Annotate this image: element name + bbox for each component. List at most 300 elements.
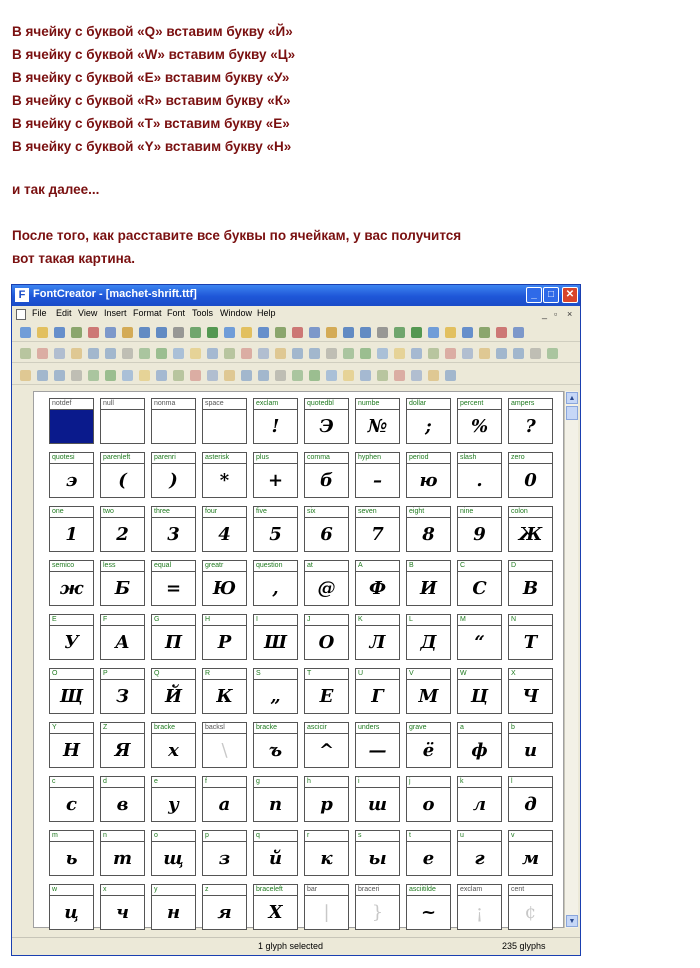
toolbar-undo-icon[interactable] — [343, 327, 354, 338]
toolbar-check-icon[interactable] — [411, 327, 422, 338]
glyph-cell[interactable] — [151, 884, 196, 930]
glyph-cell[interactable] — [151, 452, 196, 498]
toolbar-copy-icon[interactable] — [105, 327, 116, 338]
glyph-cell[interactable] — [253, 614, 298, 660]
menu-font[interactable]: Font — [167, 308, 186, 318]
toolbar-copy-icon[interactable] — [71, 370, 82, 381]
glyph-label: dollar — [407, 399, 450, 410]
toolbar-open-icon[interactable] — [20, 348, 31, 359]
toolbar-open-icon[interactable] — [37, 327, 48, 338]
toolbar-preview-icon[interactable] — [377, 348, 388, 359]
toolbar-check-icon[interactable] — [207, 327, 218, 338]
maximize-button[interactable]: □ — [543, 287, 559, 303]
glyph-cell[interactable] — [151, 560, 196, 606]
toolbar-cut-icon[interactable] — [292, 327, 303, 338]
glyph-label: three — [152, 507, 195, 518]
glyph-cell[interactable] — [457, 722, 502, 768]
glyph-cell[interactable] — [406, 398, 451, 444]
toolbar-redo-icon[interactable] — [343, 348, 354, 359]
toolbar-save-icon[interactable] — [462, 327, 473, 338]
glyph-preview: з — [218, 848, 231, 869]
toolbar-print-icon[interactable] — [71, 327, 82, 338]
glyph-preview: * — [219, 470, 230, 491]
scroll-thumb[interactable] — [566, 406, 578, 420]
glyph-preview: Ш — [264, 632, 287, 653]
glyph-label: U — [356, 669, 399, 680]
glyph-label: p — [203, 831, 246, 842]
toolbar-print-icon[interactable] — [258, 348, 269, 359]
menu-bar — [12, 306, 580, 323]
toolbar-copy-icon[interactable] — [513, 327, 524, 338]
glyph-label: quotedbl — [305, 399, 348, 410]
glyph-label: cent — [509, 885, 552, 896]
glyph-cell[interactable] — [253, 560, 298, 606]
glyph-cell[interactable] — [457, 506, 502, 552]
toolbar-redo-icon[interactable] — [122, 370, 133, 381]
glyph-cell[interactable] — [202, 614, 247, 660]
glyph-cell[interactable] — [457, 614, 502, 660]
toolbar-open-icon[interactable] — [428, 348, 439, 359]
glyph-cell[interactable] — [355, 830, 400, 876]
toolbar-paste-icon[interactable] — [309, 348, 320, 359]
glyph-cell[interactable] — [100, 560, 145, 606]
glyph-preview — [203, 410, 246, 443]
glyph-cell[interactable] — [202, 506, 247, 552]
glyph-preview: Г — [371, 686, 384, 707]
glyph-cell[interactable] — [151, 398, 196, 444]
toolbar-settings-icon[interactable] — [173, 327, 184, 338]
menu-window[interactable]: Window — [220, 308, 253, 318]
glyph-cell[interactable] — [100, 614, 145, 660]
toolbar-cut-icon[interactable] — [258, 370, 269, 381]
glyph-label: semico — [50, 561, 93, 572]
glyph-label: bracke — [254, 723, 297, 734]
glyph-label: braceleft — [254, 885, 297, 896]
toolbar-open-icon[interactable] — [241, 327, 252, 338]
toolbar-save-icon[interactable] — [224, 370, 235, 381]
glyph-cell[interactable] — [202, 668, 247, 714]
glyph-cell[interactable] — [49, 398, 94, 444]
toolbar-save-icon[interactable] — [241, 348, 252, 359]
glyph-cell[interactable] — [508, 668, 553, 714]
toolbar-paste-icon[interactable] — [105, 348, 116, 359]
glyph-label: Q — [152, 669, 195, 680]
glyph-cell[interactable] — [253, 398, 298, 444]
toolbar-save-icon[interactable] — [445, 348, 456, 359]
glyph-cell[interactable] — [151, 722, 196, 768]
glyph-cell[interactable] — [355, 776, 400, 822]
toolbar-print-icon[interactable] — [479, 327, 490, 338]
glyph-preview — [101, 410, 144, 443]
glyph-preview: 3 — [167, 524, 180, 545]
vertical-scrollbar[interactable] — [564, 391, 578, 928]
glyph-label: plus — [254, 453, 297, 464]
toolbar-cut-icon[interactable] — [71, 348, 82, 359]
glyph-cell[interactable] — [100, 722, 145, 768]
glyph-cell[interactable] — [355, 614, 400, 660]
toolbar-redo-icon[interactable] — [326, 370, 337, 381]
toolbar-open-icon[interactable] — [207, 370, 218, 381]
toolbar-open-icon[interactable] — [224, 348, 235, 359]
glyph-preview: ы — [368, 848, 387, 869]
glyph-cell[interactable] — [100, 452, 145, 498]
glyph-label: nine — [458, 507, 501, 518]
glyph-label: backsl — [203, 723, 246, 734]
glyph-cell[interactable] — [253, 668, 298, 714]
glyph-cell[interactable] — [508, 884, 553, 930]
glyph-cell[interactable] — [202, 830, 247, 876]
glyph-cell[interactable] — [406, 452, 451, 498]
glyph-preview: ц — [64, 902, 79, 923]
toolbar-print-icon[interactable] — [54, 348, 65, 359]
title-bar[interactable] — [12, 285, 580, 306]
toolbar-paste-icon[interactable] — [513, 348, 524, 359]
glyph-cell[interactable] — [304, 614, 349, 660]
toolbar-paste-icon[interactable] — [292, 370, 303, 381]
toolbar-print-icon[interactable] — [275, 327, 286, 338]
toolbar-preview-icon[interactable] — [394, 327, 405, 338]
glyph-cell[interactable] — [355, 668, 400, 714]
glyph-preview: 4 — [218, 524, 231, 545]
toolbar-undo-icon[interactable] — [105, 370, 116, 381]
glyph-cell[interactable] — [49, 722, 94, 768]
glyph-cell[interactable] — [508, 830, 553, 876]
glyph-preview: у — [168, 794, 179, 815]
glyph-cell[interactable] — [508, 452, 553, 498]
toolbar-redo-icon[interactable] — [360, 327, 371, 338]
glyph-cell[interactable] — [100, 884, 145, 930]
glyph-cell[interactable] — [49, 614, 94, 660]
glyph-label: i — [356, 777, 399, 788]
glyph-label: O — [50, 669, 93, 680]
glyph-cell[interactable] — [202, 452, 247, 498]
drawing-toolbar — [12, 346, 580, 363]
toolbar-copy-icon[interactable] — [309, 327, 320, 338]
glyph-cell[interactable] — [457, 884, 502, 930]
glyph-cell[interactable] — [49, 884, 94, 930]
glyph-cell[interactable] — [355, 452, 400, 498]
glyph-label: v — [509, 831, 552, 842]
toolbar-print-icon[interactable] — [445, 370, 456, 381]
glyph-label: r — [305, 831, 348, 842]
glyph-preview: о — [422, 794, 435, 815]
glyph-cell[interactable] — [406, 830, 451, 876]
glyph-cell[interactable] — [355, 560, 400, 606]
glyph-cell[interactable] — [355, 722, 400, 768]
glyph-preview: 0 — [524, 470, 537, 491]
glyph-preview: Р — [217, 632, 232, 653]
toolbar-copy-icon[interactable] — [292, 348, 303, 359]
toolbar-new-icon[interactable] — [20, 327, 31, 338]
glyph-label: seven — [356, 507, 399, 518]
glyph-label: G — [152, 615, 195, 626]
glyph-cell[interactable] — [202, 398, 247, 444]
glyph-label: slash — [458, 453, 501, 464]
glyph-label: null — [101, 399, 144, 410]
toolbar-new-icon[interactable] — [394, 370, 405, 381]
glyph-cell[interactable] — [406, 668, 451, 714]
glyph-cell[interactable] — [100, 398, 145, 444]
toolbar-print-icon[interactable] — [462, 348, 473, 359]
toolbar-undo-icon[interactable] — [139, 327, 150, 338]
glyph-preview: ~ — [420, 902, 437, 923]
minimize-button[interactable]: _ — [526, 287, 542, 303]
glyph-preview: х — [168, 740, 179, 761]
status-glyph-count: 235 glyphs — [502, 941, 546, 951]
glyph-cell[interactable] — [151, 614, 196, 660]
glyph-label: e — [152, 777, 195, 788]
glyph-label: x — [101, 885, 144, 896]
glyph-cell[interactable] — [100, 776, 145, 822]
glyph-cell[interactable] — [304, 776, 349, 822]
glyph-cell[interactable] — [304, 830, 349, 876]
glyph-label: P — [101, 669, 144, 680]
glyph-cell[interactable] — [355, 398, 400, 444]
menu-help[interactable]: Help — [257, 308, 276, 318]
glyph-cell[interactable] — [151, 506, 196, 552]
glyph-cell[interactable] — [49, 776, 94, 822]
glyph-cell[interactable] — [253, 452, 298, 498]
glyph-label: k — [458, 777, 501, 788]
continuation-text: и так далее... — [12, 182, 100, 197]
glyph-label: l — [509, 777, 552, 788]
glyph-cell[interactable] — [355, 506, 400, 552]
glyph-cell[interactable] — [49, 452, 94, 498]
toolbar-copy-icon[interactable] — [275, 370, 286, 381]
toolbar-undo-icon[interactable] — [530, 348, 541, 359]
glyph-cell[interactable] — [457, 560, 502, 606]
glyph-preview: — — [368, 740, 387, 761]
glyph-label: m — [50, 831, 93, 842]
mdi-close-button[interactable]: × — [567, 309, 573, 319]
glyph-cell[interactable] — [406, 776, 451, 822]
glyph-label: parenleft — [101, 453, 144, 464]
glyph-cell[interactable] — [355, 884, 400, 930]
glyph-label: J — [305, 615, 348, 626]
toolbar-save-icon[interactable] — [54, 327, 65, 338]
toolbar-undo-icon[interactable] — [309, 370, 320, 381]
glyph-label: zero — [509, 453, 552, 464]
toolbar-settings-icon[interactable] — [377, 327, 388, 338]
glyph-cell[interactable] — [457, 398, 502, 444]
glyph-cell[interactable] — [253, 884, 298, 930]
menu-view[interactable]: View — [78, 308, 98, 318]
glyph-cell[interactable] — [406, 722, 451, 768]
glyph-cell[interactable] — [406, 614, 451, 660]
toolbar-copy-icon[interactable] — [496, 348, 507, 359]
toolbar-save-icon[interactable] — [258, 327, 269, 338]
glyph-label: b — [509, 723, 552, 734]
toolbar-cut-icon[interactable] — [275, 348, 286, 359]
toolbar-save-icon[interactable] — [37, 348, 48, 359]
toolbar-save-icon[interactable] — [20, 370, 31, 381]
glyph-cell[interactable] — [304, 452, 349, 498]
glyph-cell[interactable] — [457, 776, 502, 822]
glyph-cell[interactable] — [508, 506, 553, 552]
toolbar-settings-icon[interactable] — [156, 348, 167, 359]
glyph-cell[interactable] — [49, 506, 94, 552]
glyph-label: ascicir — [305, 723, 348, 734]
toolbar-open-icon[interactable] — [445, 327, 456, 338]
mdi-minimize-button[interactable]: _ — [542, 309, 548, 319]
glyph-cell[interactable] — [100, 668, 145, 714]
close-button[interactable]: ✕ — [562, 287, 578, 303]
toolbar-open-icon[interactable] — [411, 370, 422, 381]
toolbar-settings-icon[interactable] — [343, 370, 354, 381]
glyph-label: exclam — [458, 885, 501, 896]
toolbar-paste-icon[interactable] — [122, 327, 133, 338]
format-toolbar — [12, 368, 580, 385]
glyph-cell[interactable] — [49, 668, 94, 714]
menu-file[interactable]: File — [32, 308, 47, 318]
glyph-label: u — [458, 831, 501, 842]
glyph-cell[interactable] — [151, 830, 196, 876]
glyph-cell[interactable] — [202, 776, 247, 822]
menu-edit[interactable]: Edit — [56, 308, 72, 318]
glyph-cell[interactable] — [100, 830, 145, 876]
glyph-label: eight — [407, 507, 450, 518]
glyph-cell[interactable] — [253, 776, 298, 822]
toolbar-paste-icon[interactable] — [88, 370, 99, 381]
toolbar-undo-icon[interactable] — [326, 348, 337, 359]
glyph-cell[interactable] — [304, 884, 349, 930]
toolbar-preview-icon[interactable] — [156, 370, 167, 381]
toolbar-cut-icon[interactable] — [479, 348, 490, 359]
glyph-cell[interactable] — [100, 506, 145, 552]
menu-tools[interactable]: Tools — [192, 308, 214, 318]
glyph-cell[interactable] — [304, 668, 349, 714]
glyph-preview: Ж — [518, 524, 543, 545]
glyph-cell[interactable] — [508, 776, 553, 822]
glyph-cell[interactable] — [151, 668, 196, 714]
toolbar-preview-icon[interactable] — [190, 327, 201, 338]
toolbar-print-icon[interactable] — [241, 370, 252, 381]
glyph-cell[interactable] — [304, 722, 349, 768]
glyph-cell[interactable] — [457, 668, 502, 714]
glyph-label: period — [407, 453, 450, 464]
glyph-cell[interactable] — [406, 560, 451, 606]
status-bar — [12, 937, 580, 956]
glyph-label: D — [509, 561, 552, 572]
glyph-preview: Л — [369, 632, 386, 653]
glyph-label: q — [254, 831, 297, 842]
glyph-cell[interactable] — [253, 830, 298, 876]
glyph-cell[interactable] — [457, 830, 502, 876]
toolbar-settings-icon[interactable] — [360, 348, 371, 359]
toolbar-new-icon[interactable] — [411, 348, 422, 359]
toolbar-redo-icon[interactable] — [156, 327, 167, 338]
glyph-preview — [152, 410, 195, 443]
glyph-label: percent — [458, 399, 501, 410]
mdi-restore-button[interactable]: ▫ — [554, 309, 558, 319]
toolbar-copy-icon[interactable] — [88, 348, 99, 359]
toolbar-save-icon[interactable] — [428, 370, 439, 381]
glyph-cell[interactable] — [49, 830, 94, 876]
glyph-preview: Э — [319, 416, 334, 437]
toolbar-check-icon[interactable] — [377, 370, 388, 381]
glyph-preview: ш — [367, 794, 388, 815]
menu-format[interactable]: Format — [133, 308, 162, 318]
toolbar-settings-icon[interactable] — [139, 370, 150, 381]
glyph-preview: . — [476, 470, 483, 491]
toolbar-cut-icon[interactable] — [88, 327, 99, 338]
scroll-up-arrow-icon[interactable]: ▲ — [566, 392, 578, 404]
glyph-cell[interactable] — [457, 452, 502, 498]
toolbar-check-icon[interactable] — [190, 348, 201, 359]
glyph-preview: щ — [163, 848, 184, 869]
glyph-preview: б — [320, 470, 333, 491]
intro-line: В ячейку с буквой «R» вставим букву «К» — [12, 93, 291, 108]
toolbar-new-icon[interactable] — [207, 348, 218, 359]
toolbar-new-icon[interactable] — [428, 327, 439, 338]
menu-insert[interactable]: Insert — [104, 308, 127, 318]
glyph-cell[interactable] — [304, 398, 349, 444]
glyph-cell[interactable] — [202, 722, 247, 768]
fontcreator-window — [11, 284, 581, 956]
toolbar-check-icon[interactable] — [173, 370, 184, 381]
glyph-preview: ¢ — [524, 902, 537, 923]
glyph-label: s — [356, 831, 399, 842]
standard-toolbar — [12, 325, 580, 342]
glyph-cell[interactable] — [508, 722, 553, 768]
glyph-preview: + — [267, 470, 284, 491]
glyph-label: unders — [356, 723, 399, 734]
glyph-cell[interactable] — [253, 722, 298, 768]
glyph-cell[interactable] — [253, 506, 298, 552]
glyph-label: d — [101, 777, 144, 788]
toolbar-paste-icon[interactable] — [326, 327, 337, 338]
toolbar-undo-icon[interactable] — [122, 348, 133, 359]
glyph-cell[interactable] — [406, 884, 451, 930]
toolbar-new-icon[interactable] — [224, 327, 235, 338]
glyph-preview: л — [472, 794, 487, 815]
glyph-label: t — [407, 831, 450, 842]
glyph-label: L — [407, 615, 450, 626]
toolbar-preview-icon[interactable] — [360, 370, 371, 381]
toolbar-cut-icon[interactable] — [496, 327, 507, 338]
glyph-label: T — [305, 669, 348, 680]
glyph-preview: й — [268, 848, 283, 869]
toolbar-new-icon[interactable] — [190, 370, 201, 381]
glyph-cell[interactable] — [508, 614, 553, 660]
toolbar-redo-icon[interactable] — [547, 348, 558, 359]
glyph-preview: д — [524, 794, 537, 815]
glyph-label: j — [407, 777, 450, 788]
glyph-cell[interactable] — [202, 560, 247, 606]
glyph-label: a — [458, 723, 501, 734]
glyph-cell[interactable] — [508, 398, 553, 444]
glyph-cell[interactable] — [406, 506, 451, 552]
toolbar-redo-icon[interactable] — [139, 348, 150, 359]
glyph-cell[interactable] — [49, 560, 94, 606]
scroll-down-arrow-icon[interactable]: ▼ — [566, 915, 578, 927]
glyph-cell[interactable] — [304, 560, 349, 606]
toolbar-preview-icon[interactable] — [173, 348, 184, 359]
toolbar-cut-icon[interactable] — [54, 370, 65, 381]
toolbar-check-icon[interactable] — [394, 348, 405, 359]
glyph-cell[interactable] — [304, 506, 349, 552]
glyph-cell[interactable] — [151, 776, 196, 822]
glyph-label: y — [152, 885, 195, 896]
glyph-cell[interactable] — [202, 884, 247, 930]
glyph-cell[interactable] — [508, 560, 553, 606]
glyph-label: numbe — [356, 399, 399, 410]
glyph-label: ampers — [509, 399, 552, 410]
glyph-label: Z — [101, 723, 144, 734]
glyph-preview: ; — [425, 416, 432, 437]
toolbar-print-icon[interactable] — [37, 370, 48, 381]
glyph-preview: Я — [114, 740, 131, 761]
